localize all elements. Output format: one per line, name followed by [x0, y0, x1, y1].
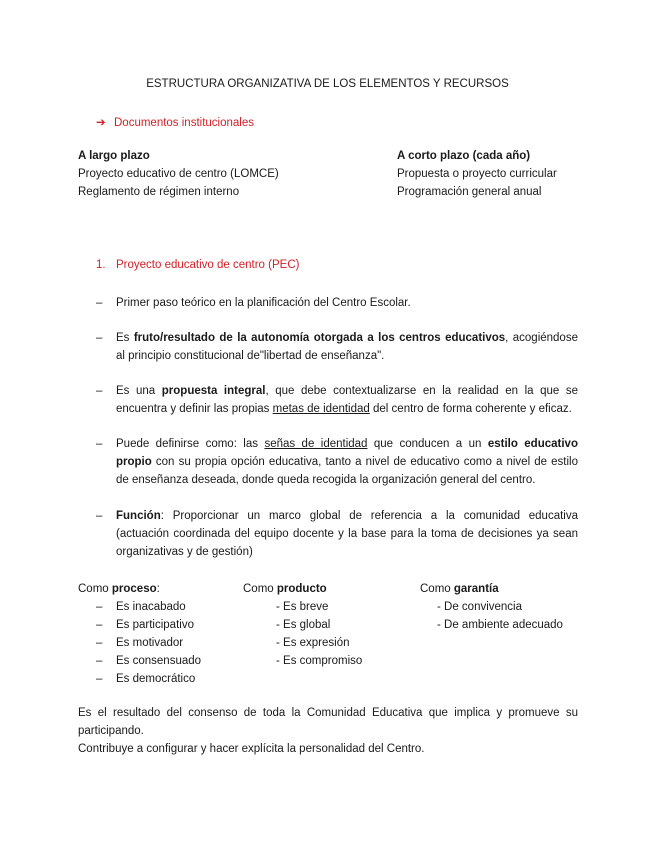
long-term-item: Proyecto educativo de centro (LOMCE)	[78, 168, 279, 180]
proceso-list	[78, 598, 201, 688]
garantia-column	[420, 580, 563, 634]
bullet-item	[96, 329, 578, 365]
institutional-documents-label: Documentos institucionales	[114, 117, 254, 129]
dash-icon: –	[96, 332, 103, 344]
short-term-item: Programación general anual	[397, 186, 542, 198]
underlined-term: metas de identidad	[272, 403, 370, 415]
dash-icon: –	[96, 297, 103, 309]
list-item: - De ambiente adecuado	[437, 619, 563, 631]
list-item: - Es breve	[276, 601, 329, 613]
dash-icon: –	[96, 385, 103, 397]
long-term-heading: A largo plazo	[78, 150, 150, 162]
producto-list	[243, 598, 362, 670]
bullet-text: Función: Proporcionar un marco global de referencia a la comunidad educativa (actuación coordinada del equipo docente y la base para la toma de decisiones ya sean organizativas y de gestión)	[116, 510, 578, 558]
bold-term: propuesta integral	[161, 385, 266, 397]
underlined-term: señas de identidad	[264, 438, 368, 450]
document-title: ESTRUCTURA ORGANIZATIVA DE LOS ELEMENTOS Y RECURSOS	[146, 78, 509, 90]
arrow-right-icon: ➔	[96, 117, 106, 129]
bullet-item	[96, 435, 578, 489]
section-1-heading	[96, 259, 299, 271]
closing-paragraph: Es el resultado del consenso de toda la Comunidad Educativa que implica y promueve su participando.	[78, 707, 578, 737]
bold-term: estilo educativo propio	[116, 438, 578, 468]
producto-heading: Como producto	[243, 583, 327, 595]
list-item: - De convivencia	[437, 601, 523, 613]
bullet-item	[96, 382, 578, 418]
dash-icon: –	[96, 510, 103, 522]
bold-term: fruto/resultado de la autonomía otorgada a los centros educativos	[133, 332, 506, 344]
list-item: – Es motivador	[96, 637, 184, 649]
list-item: - Es compromiso	[276, 655, 363, 667]
bullet-text: Puede definirse como: las señas de identidad que conducen a un estilo educativo propio con su propia opción educativa, tanto a nivel de educativo como a nivel de estilo de enseñanza deseada, donde queda recogida la organización general del centro.	[116, 438, 578, 486]
bold-term: Función	[116, 510, 161, 522]
section-1-title: Proyecto educativo de centro (PEC)	[116, 259, 300, 271]
dash-icon: –	[96, 438, 103, 450]
garantia-heading: Como garantía	[420, 583, 499, 595]
producto-column	[243, 580, 362, 670]
bullet-text: Es fruto/resultado de la autonomía otorgada a los centros educativos, acogiéndose al principio constitucional de"libertad de enseñanza".	[116, 332, 578, 362]
proceso-heading: Como proceso:	[78, 583, 160, 595]
short-term-item: Propuesta o proyecto curricular	[397, 168, 557, 180]
bullet-text: Es una propuesta integral, que debe contextualizarse en la realidad en la que se encuentra y definir las propias metas de identidad del centro de forma coherente y eficaz.	[116, 385, 578, 415]
garantia-list	[420, 598, 563, 634]
proceso-column	[78, 580, 201, 688]
short-term-heading: A corto plazo (cada año)	[397, 150, 531, 162]
list-item: - Es expresión	[276, 637, 350, 649]
institutional-documents-heading	[96, 115, 254, 129]
list-item: – Es consensuado	[96, 655, 202, 667]
bullet-text: Primer paso teórico en la planificación del Centro Escolar.	[116, 297, 411, 309]
bullet-item	[96, 507, 578, 561]
list-item: – Es inacabado	[96, 601, 186, 613]
bullet-item	[96, 294, 578, 312]
list-item: – Es democrático	[96, 673, 196, 685]
list-item: - Es global	[276, 619, 331, 631]
closing-paragraph: Contribuye a configurar y hacer explícita la personalidad del Centro.	[78, 743, 425, 755]
section-1-number: 1.	[96, 259, 106, 271]
list-item: – Es participativo	[96, 619, 194, 631]
long-term-item: Reglamento de régimen interno	[78, 186, 240, 198]
